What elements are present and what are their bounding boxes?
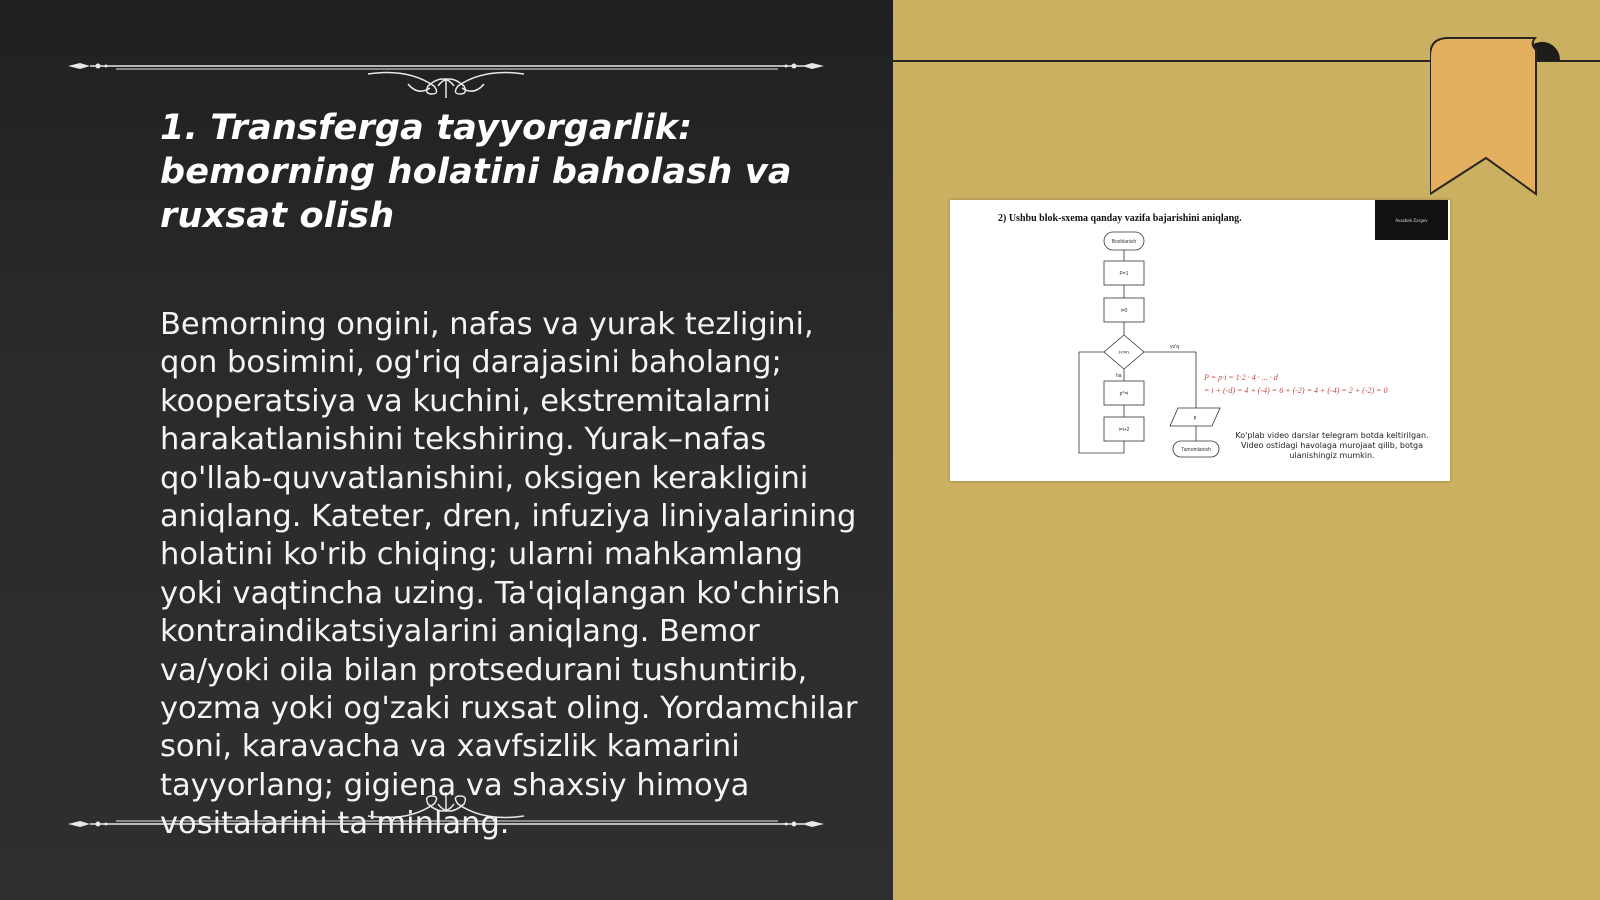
bookmark-ribbon-icon xyxy=(1430,34,1560,199)
thumbnail-note: Ko'plab video darslar telegram botda keltirilgan. Video ostidagi havolaga murojaat qilib, botga ulanishingiz mumkin. xyxy=(1235,431,1429,460)
node-increment-label: i=i+2 xyxy=(1118,427,1130,433)
node-p-init-label: P=1 xyxy=(1119,271,1129,277)
edge-label-no: yo'q xyxy=(1170,344,1180,350)
slide-title: 1. Transferga tayyorgarlik: bemorning holatini baholash va ruxsat olish xyxy=(160,108,792,236)
thumbnail-badge: Avazbek Zargev xyxy=(1375,200,1448,240)
flowchart-thumbnail-image xyxy=(950,200,1450,481)
node-i-init-label: i=0 xyxy=(1120,308,1128,314)
node-start-label: Boshlanish xyxy=(1111,239,1137,245)
flowchart-node-labels xyxy=(1112,239,1211,453)
formula-line-1: P = p·i = 1·2 · 4 · ... · d xyxy=(1204,373,1278,382)
top-ornament-divider xyxy=(68,38,824,98)
edge-label-yes: ha xyxy=(1116,373,1122,379)
node-output-label: p xyxy=(1193,415,1197,421)
node-end-label: Tamomlanish xyxy=(1181,447,1211,453)
formula-line-2: = i + (-d) = 4 + (-4) = 6 + (-2) = 4 + (-4) = 2 + (-2) = 0 xyxy=(1204,386,1388,395)
slide-body-text: Bemorning ongini, nafas va yurak tezligini, qon bosimini, og'riq darajasini baholang; kooperatsiya va kuchini, ekstremitalarni harakatlanishini tekshiring. Yurak–nafas qo'llab-quvvatlanishini, oksigen kerakligini aniqlang. Kateter, dren, infuziya liniyalarining holatini ko'rib chiqing; ularni mahkamlang yoki vaqtincha uzing. Ta'qiqlangan ko'chirish kontraindikatsiyalarini aniqlang. Bemor va/yoki oila bilan protsedurani tushuntirib, yozma yoki og'zaki ruxsat oling. Yordamchilar soni, karavacha va xavfsizlik kamarini tayyorlang; gigiena va shaxsiy himoya vositalarini ta'minlang. xyxy=(160,307,858,842)
node-multiply-label: p*=i xyxy=(1119,391,1129,397)
node-condition-label: i<=n xyxy=(1119,350,1129,356)
thumbnail-title: 2) Ushbu blok-sxema qanday vazifa bajarishini aniqlang. xyxy=(998,213,1242,224)
